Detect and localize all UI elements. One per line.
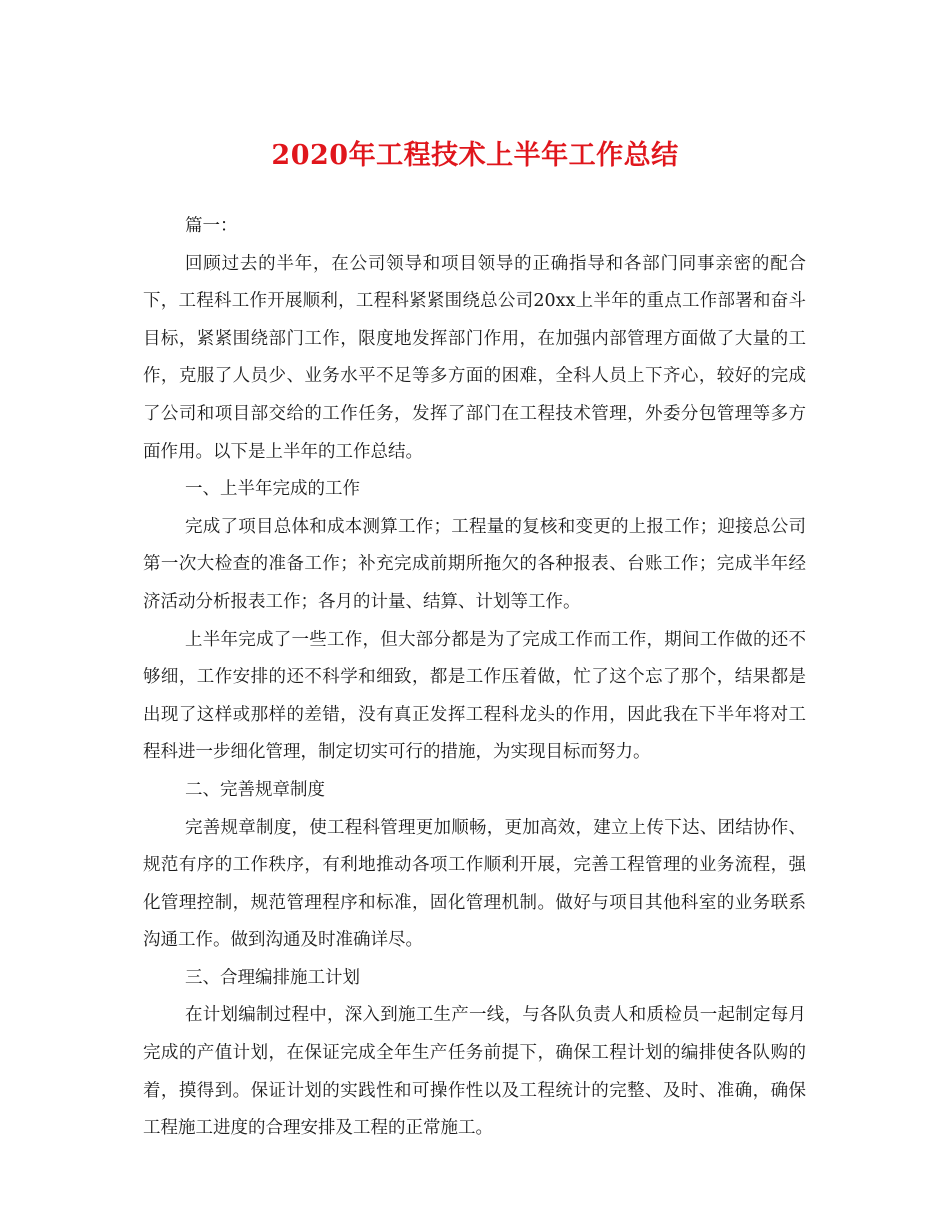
document-body	[143, 208, 806, 1148]
paragraph-planning: 在计划编制过程中，深入到施工生产一线，与各队负责人和质检员一起制定每月完成的产值计划，在保证完成全年生产任务前提下，确保工程计划的编排使各队购的着，摸得到。保证计划的实践性和可操作性以及工程统计的完整、及时、准确，确保工程施工进度的合理安排及工程的正常施工。	[143, 1005, 806, 1139]
section-heading-completed-work: 一、上半年完成的工作	[185, 479, 360, 500]
paragraph-rules: 完善规章制度，使工程科管理更加顺畅，更加高效，建立上传下达、团结协作、规范有序的工作秩序，有利地推动各项工作顺利开展，完善工程管理的业务流程，强化管理控制，规范管理程序和标准，固化管理机制。做好与项目其他科室的业务联系沟通工作。做到沟通及时准确详尽。	[143, 817, 806, 951]
section-heading-planning: 三、合理编排施工计划	[185, 967, 360, 988]
paragraph-heading-part-one: 篇一：	[185, 216, 238, 236]
paragraph-completed-work: 完成了项目总体和成本测算工作；工程量的复核和变更的上报工作；迎接总公司第一次大检查的准备工作；补充完成前期所拖欠的各种报表、台账工作；完成半年经济活动分析报表工作；各月的计量、结算、计划等工作。	[143, 516, 806, 612]
paragraph-reflection: 上半年完成了一些工作，但大部分都是为了完成工作而工作，期间工作做的还不够细，工作安排的还不科学和细致，都是工作压着做，忙了这个忘了那个，结果都是出现了这样或那样的差错，没有真正发挥工程科龙头的作用，因此我在下半年将对工程科进一步细化管理，制定切实可行的措施，为实现目标而努力。	[143, 629, 806, 763]
section-heading-rules: 二、完善规章制度	[185, 779, 325, 800]
document-title: 2020年工程技术上半年工作总结	[271, 140, 679, 171]
paragraph-intro: 回顾过去的半年，在公司领导和项目领导的正确指导和各部门同事亲密的配合下，工程科工作开展顺利，工程科紧紧围绕总公司20xx上半年的重点工作部署和奋斗目标，紧紧围绕部门工作，限度地发挥部门作用，在加强内部管理方面做了大量的工作，克服了人员少、业务水平不足等多方面的困难，全科人员上下齐心，较好的完成了公司和项目部交给的工作任务，发挥了部门在工程技术管理，外委分包管理等多方面作用。以下是上半年的工作总结。	[143, 253, 806, 462]
